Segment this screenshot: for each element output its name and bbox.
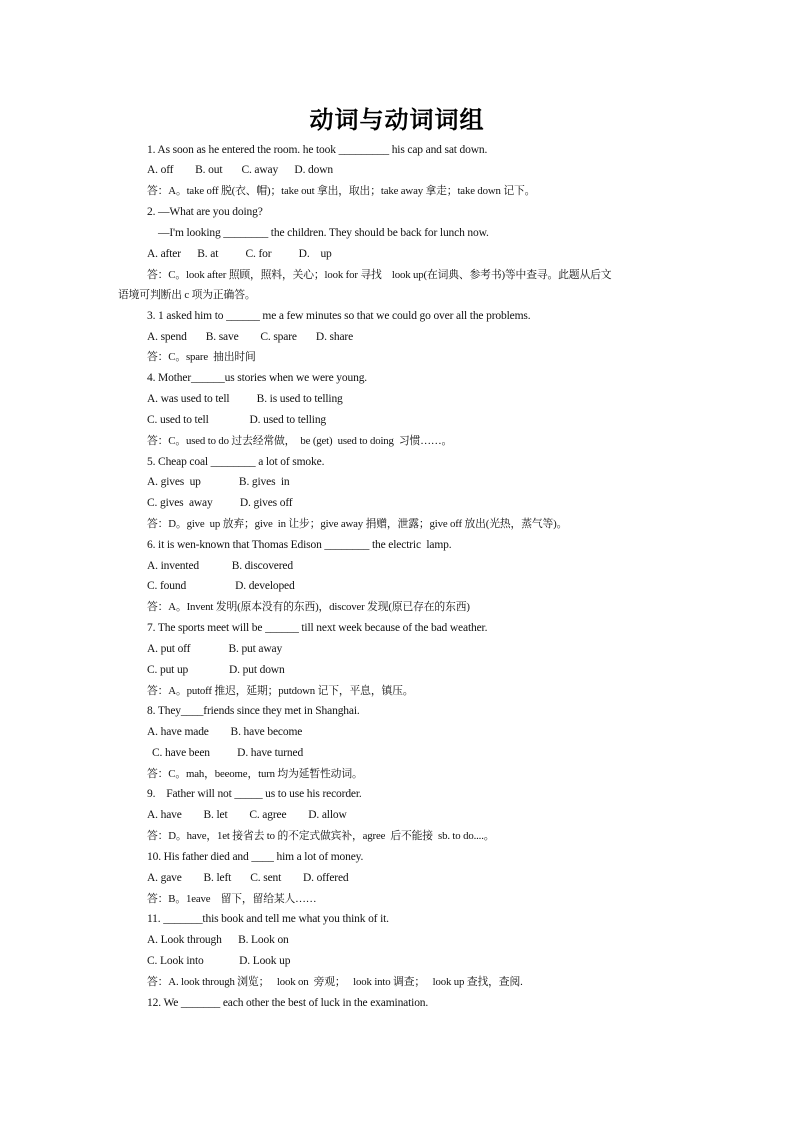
answer-8: 答：C。mah，beeome，turn 均为延暂性动词。 [147,768,363,780]
question-9: 9. Father will not _____ us to use his recorder. [147,788,362,800]
question-12: 12. We _______ each other the best of luck in the examination. [147,997,429,1009]
question-4: 4. Mother______us stories when we were young. [147,372,368,384]
question-6-options-ab: A. invented B. discovered [147,560,293,572]
question-7-options-ab: A. put off B. put away [147,643,283,655]
question-6: 6. it is wen-known that Thomas Edison ________ the electric lamp. [147,539,452,551]
answer-6: 答：A。Invent 发明(原本没有的东西)，discover 发现(原已存在的东西) [147,601,470,613]
answer-4: 答：C。used to do 过去经常做， be (get) used to doing 习惯……。 [147,435,453,447]
question-2: 2. —What are you doing? [147,206,263,218]
question-5-options-cd: C. gives away D. gives off [147,497,293,509]
answer-9: 答：D。have，1et 接省去 to 的不定式做宾补，agree 后不能接 sb. to do....。 [147,830,495,842]
question-11: 11. _______this book and tell me what you think of it. [147,913,389,925]
question-7-options-cd: C. put up D. put down [147,664,285,676]
answer-10: 答：B。1eave 留下，留给某人…… [147,893,317,905]
question-11-options-cd: C. Look into D. Look up [147,955,291,967]
question-4-options-cd: C. used to tell D. used to telling [147,414,327,426]
answer-2: 答：C。look after 照顾，照料，关心；look for 寻找 look up(在词典、参考书)等中查寻。此题从后文 [147,269,612,281]
question-3: 3. 1 asked him to ______ me a few minutes so that we could go over all the problems. [147,310,531,322]
question-6-options-cd: C. found D. developed [147,580,295,592]
question-11-options-ab: A. Look through B. Look on [147,934,289,946]
question-1-options: A. off B. out C. away D. down [147,164,333,176]
question-7: 7. The sports meet will be ______ till next week because of the bad weather. [147,622,488,634]
question-4-options-ab: A. was used to tell B. is used to telling [147,393,343,405]
question-9-options: A. have B. let C. agree D. allow [147,809,347,821]
question-2-options: A. after B. at C. for D. up [147,248,332,260]
answer-11: 答：A. look through 浏览； look on 旁观； look into 调查； look up 查找，查阅. [147,976,523,988]
question-5: 5. Cheap coal ________ a lot of smoke. [147,456,325,468]
answer-7: 答：A。putoff 推迟，延期；putdown 记下，平息，镇压。 [147,685,414,697]
question-8-options-cd: C. have been D. have turned [152,747,304,759]
question-8-options-ab: A. have made B. have become [147,726,303,738]
question-1: 1. As soon as he entered the room. he took _________ his cap and sat down. [147,144,488,156]
question-10: 10. His father died and ____ him a lot of money. [147,851,364,863]
answer-2-continued: 语境可判断出 c 项为正确答。 [118,289,256,301]
answer-3: 答：C。spare 抽出时间 [147,351,256,363]
page-title: 动词与动词词组 [309,105,485,134]
question-8: 8. They____friends since they met in Shanghai. [147,705,360,717]
answer-5: 答：D。give up 放弃；give in 让步；give away 捐赠，泄露；give off 放出(光热，蒸气等)。 [147,518,568,530]
question-2-line-2: —I'm looking ________ the children. They should be back for lunch now. [158,227,489,239]
question-3-options: A. spend B. save C. spare D. share [147,331,354,343]
question-10-options: A. gave B. left C. sent D. offered [147,872,349,884]
question-5-options-ab: A. gives up B. gives in [147,476,290,488]
answer-1: 答：A。take off 脱(衣、帽)；take out 拿出，取出；take away 拿走；take down 记下。 [147,185,536,197]
